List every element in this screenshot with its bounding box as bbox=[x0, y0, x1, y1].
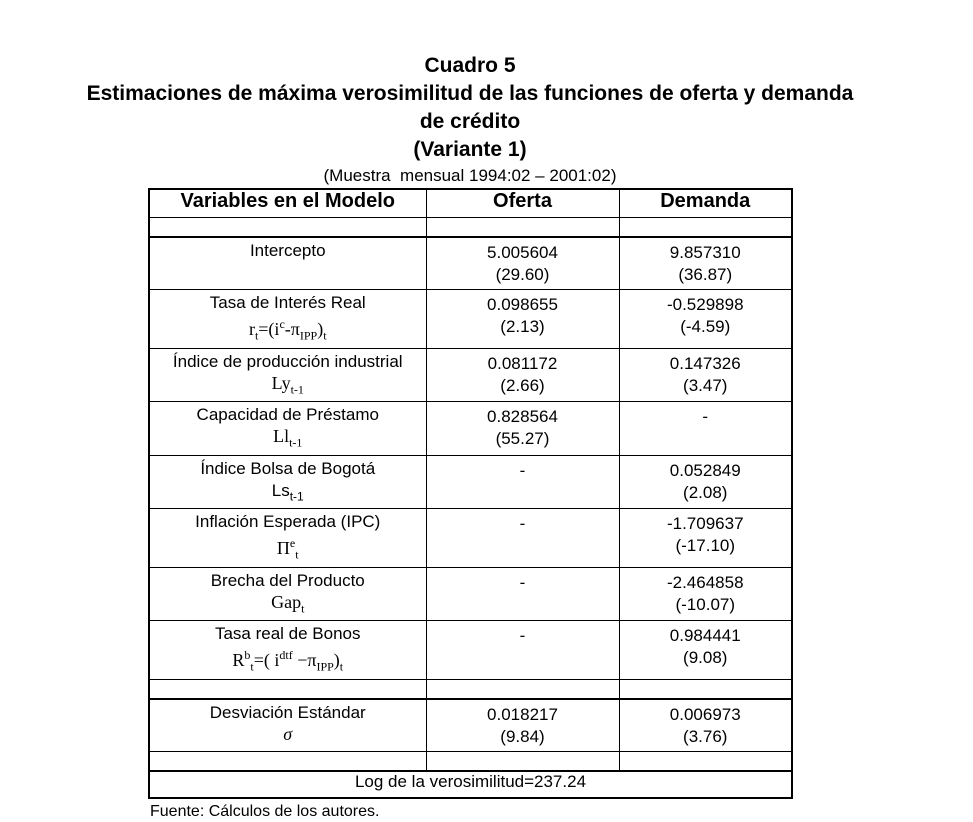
variable-formula: $Ly_{t-1}$ bbox=[271, 372, 304, 397]
demanda-value: - bbox=[702, 407, 709, 427]
table-row bbox=[149, 402, 792, 456]
oferta-cell bbox=[426, 290, 619, 349]
oferta-tstat: (9.84) bbox=[500, 726, 545, 746]
demanda-value: 0.147326 bbox=[669, 353, 741, 373]
variable-cell bbox=[149, 455, 426, 508]
demanda-value: 0.006973 bbox=[669, 704, 741, 724]
estimation-table bbox=[148, 188, 793, 799]
oferta-value: 0.828564 bbox=[487, 407, 558, 427]
table-row bbox=[149, 699, 792, 752]
column-header-variables: Variables en el Modelo bbox=[149, 189, 426, 218]
variable-formula: $R^b_t=$( $i^{dtf} -\pi_{IPP})_t$ bbox=[232, 648, 344, 674]
variable-formula: Gap$_t$ bbox=[271, 591, 305, 616]
header-row bbox=[149, 189, 792, 218]
variable-label: Índice Bolsa de Bogotá bbox=[200, 458, 376, 478]
variable-cell bbox=[149, 509, 426, 568]
table-caption bbox=[0, 0, 940, 187]
demanda-cell bbox=[619, 621, 792, 680]
demanda-tstat: (-4.59) bbox=[680, 317, 731, 336]
column-header-demanda: Demanda bbox=[619, 189, 792, 218]
variable-formula: $Ls_{t-1}$ bbox=[271, 480, 304, 504]
variable-cell bbox=[149, 290, 426, 349]
oferta-value: - bbox=[519, 514, 526, 534]
table-footer bbox=[149, 771, 792, 798]
table-title-line2: de crédito bbox=[419, 110, 521, 133]
variable-label: Intercepto bbox=[249, 241, 326, 260]
variable-cell bbox=[149, 699, 426, 752]
oferta-value: 0.098655 bbox=[487, 295, 558, 314]
table-row bbox=[149, 455, 792, 508]
demanda-value: 9.857310 bbox=[669, 243, 741, 262]
oferta-tstat: (2.13) bbox=[500, 317, 545, 336]
spacer-row bbox=[149, 679, 792, 699]
variable-label: Tasa de Interés Real bbox=[209, 293, 366, 312]
table-row bbox=[149, 509, 792, 568]
oferta-tstat: (29.60) bbox=[495, 265, 550, 284]
sample-note: (Muestra mensual 1994:02 – 2001:02) bbox=[323, 166, 617, 185]
demanda-value: -1.709637 bbox=[666, 514, 744, 534]
log-likelihood-row bbox=[149, 771, 792, 798]
table-number: Cuadro 5 bbox=[424, 54, 516, 77]
demanda-cell bbox=[619, 509, 792, 568]
variable-formula: $r_t=(i^c-\pi_{IPP})_t$ bbox=[248, 317, 327, 343]
oferta-cell bbox=[426, 402, 619, 456]
demanda-cell bbox=[619, 237, 792, 290]
oferta-value: 0.081172 bbox=[487, 353, 558, 373]
variable-label: Tasa real de Bonos bbox=[214, 624, 361, 644]
demanda-value: -2.464858 bbox=[666, 572, 744, 592]
demanda-tstat: (3.76) bbox=[683, 726, 728, 746]
oferta-cell bbox=[426, 699, 619, 752]
column-header-oferta: Oferta bbox=[426, 189, 619, 218]
variable-cell bbox=[149, 402, 426, 456]
oferta-cell bbox=[426, 509, 619, 568]
oferta-value: - bbox=[519, 626, 526, 646]
log-likelihood-value: Log de la verosimilitud=237.24 bbox=[149, 771, 792, 798]
spacer-row bbox=[149, 751, 792, 771]
variable-label: Brecha del Producto bbox=[210, 570, 365, 590]
oferta-tstat: (55.27) bbox=[495, 429, 550, 449]
demanda-cell bbox=[619, 402, 792, 456]
demanda-tstat: (-17.10) bbox=[675, 536, 736, 556]
demanda-tstat: (2.08) bbox=[683, 482, 728, 502]
variable-label: Desviación Estándar bbox=[209, 702, 366, 722]
oferta-cell bbox=[426, 237, 619, 290]
variable-cell bbox=[149, 237, 426, 290]
variable-formula: σ bbox=[283, 723, 293, 744]
table-body bbox=[149, 218, 792, 771]
table-row bbox=[149, 621, 792, 680]
oferta-value: 5.005604 bbox=[487, 243, 558, 262]
oferta-tstat: (2.66) bbox=[500, 375, 545, 395]
variable-label: Índice de producción industrial bbox=[172, 351, 403, 371]
demanda-tstat: (-10.07) bbox=[675, 594, 736, 614]
variable-cell bbox=[149, 567, 426, 621]
demanda-cell bbox=[619, 699, 792, 752]
demanda-value: -0.529898 bbox=[666, 295, 744, 314]
demanda-value: 0.052849 bbox=[669, 460, 741, 480]
variable-label: Capacidad de Préstamo bbox=[196, 405, 379, 425]
demanda-tstat: (36.87) bbox=[678, 265, 733, 284]
table-row bbox=[149, 348, 792, 402]
oferta-cell bbox=[426, 567, 619, 621]
oferta-cell bbox=[426, 348, 619, 402]
variable-formula: $\Pi^e_t$ bbox=[276, 536, 299, 562]
demanda-cell bbox=[619, 348, 792, 402]
table-variant: (Variante 1) bbox=[413, 138, 527, 161]
demanda-cell bbox=[619, 567, 792, 621]
variable-formula: $Ll_{t-1}$ bbox=[273, 426, 303, 450]
source-note: Fuente: Cálculos de los autores. bbox=[150, 802, 380, 820]
demanda-tstat: (9.08) bbox=[683, 648, 728, 668]
demanda-tstat: (3.47) bbox=[683, 375, 728, 395]
demanda-cell bbox=[619, 290, 792, 349]
oferta-value: - bbox=[519, 572, 526, 592]
oferta-value: 0.018217 bbox=[487, 704, 558, 724]
table-row bbox=[149, 237, 792, 290]
table-title-line1: Estimaciones de máxima verosimilitud de las funciones de oferta y demanda bbox=[86, 82, 854, 105]
oferta-value: - bbox=[519, 460, 526, 480]
oferta-cell bbox=[426, 455, 619, 508]
demanda-value: 0.984441 bbox=[669, 626, 741, 646]
variable-cell bbox=[149, 348, 426, 402]
variable-cell bbox=[149, 621, 426, 680]
table-row bbox=[149, 567, 792, 621]
table-row bbox=[149, 290, 792, 349]
demanda-cell bbox=[619, 455, 792, 508]
table-header bbox=[149, 189, 792, 218]
spacer-row bbox=[149, 218, 792, 238]
oferta-cell bbox=[426, 621, 619, 680]
variable-label: Inflación Esperada (IPC) bbox=[195, 512, 381, 532]
